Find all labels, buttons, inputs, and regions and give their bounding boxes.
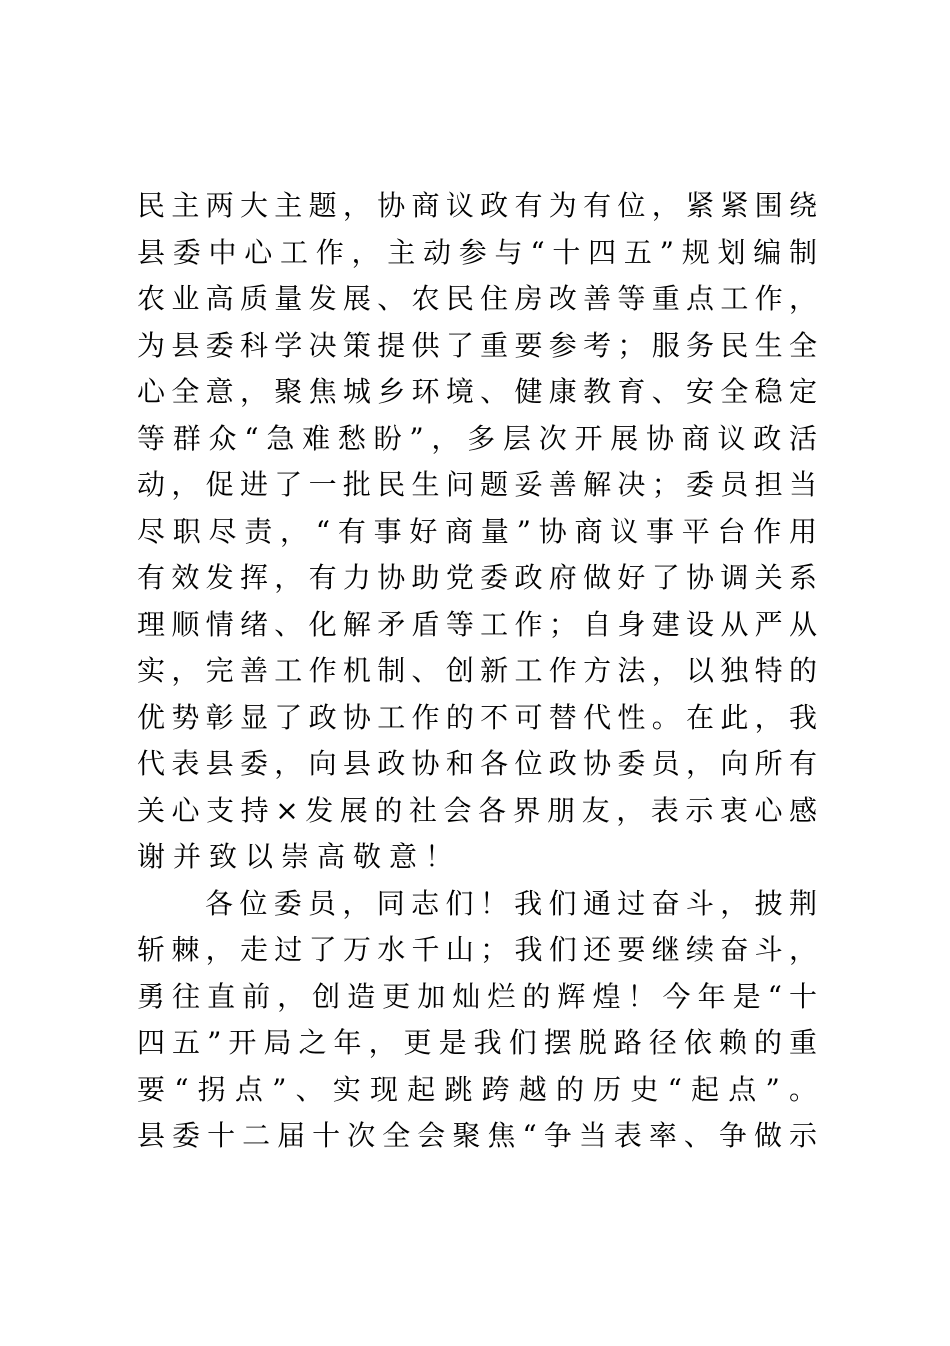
text-line: 代表县委，向县政协和各位政协委员，向所有 bbox=[137, 747, 817, 780]
text-line: 农业高质量发展、农民住房改善等重点工作， bbox=[137, 282, 817, 315]
text-line: 有效发挥，有力协助党委政府做好了协调关系 bbox=[137, 561, 817, 594]
text-line: 实，完善工作机制、创新工作方法，以独特的 bbox=[137, 654, 817, 687]
text-line: 斩棘，走过了万水千山；我们还要继续奋斗， bbox=[137, 933, 817, 966]
text-line: 等群众“急难愁盼”，多层次开展协商议政活 bbox=[137, 421, 817, 455]
body-text bbox=[137, 183, 817, 1160]
paragraph-end-line: 谢并致以崇高敬意！ bbox=[137, 840, 462, 873]
text-line: 要“拐点”、实现起跳跨越的历史“起点”。 bbox=[137, 1072, 817, 1106]
text-line: 关心支持×发展的社会各界朋友，表示衷心感 bbox=[137, 793, 817, 827]
text-line: 民主两大主题，协商议政有为有位，紧紧围绕 bbox=[137, 189, 817, 222]
text-line: 动，促进了一批民生问题妥善解决；委员担当 bbox=[137, 468, 817, 501]
text-line: 尽职尽责，“有事好商量”协商议事平台作用 bbox=[137, 514, 817, 548]
text-line: 理顺情绪、化解矛盾等工作；自身建设从严从 bbox=[137, 607, 817, 641]
text-line: 心全意，聚焦城乡环境、健康教育、安全稳定 bbox=[137, 375, 817, 408]
text-line: 四五”开局之年，更是我们摆脱路径依赖的重 bbox=[137, 1026, 817, 1059]
text-line: 为县委科学决策提供了重要参考；服务民生全 bbox=[137, 328, 817, 362]
paragraph-start-line: 各位委员，同志们！我们通过奋斗，披荆 bbox=[205, 886, 817, 920]
text-line: 县委中心工作，主动参与“十四五”规划编制 bbox=[137, 235, 817, 269]
text-line: 勇往直前，创造更加灿烂的辉煌！今年是“十 bbox=[137, 979, 817, 1013]
text-line: 县委十二届十次全会聚焦“争当表率、争做示 bbox=[137, 1119, 817, 1152]
text-line: 优势彰显了政协工作的不可替代性。在此，我 bbox=[137, 700, 817, 734]
